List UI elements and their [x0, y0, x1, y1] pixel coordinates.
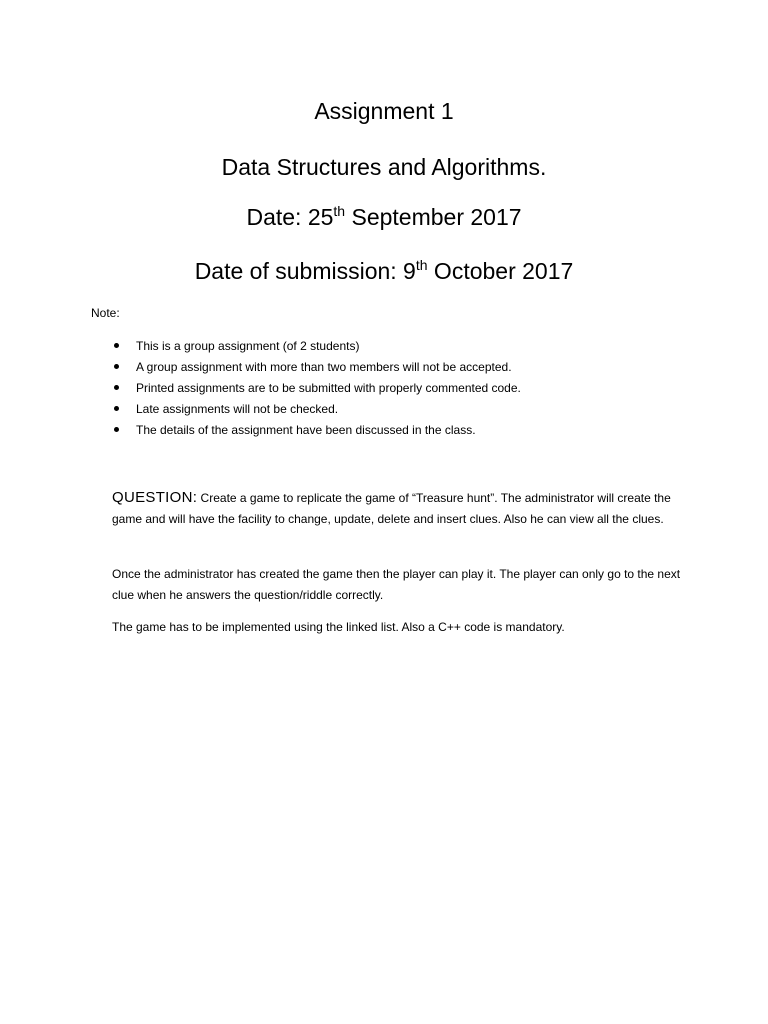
list-item-text: A group assignment with more than two members will not be accepted. [136, 360, 512, 374]
implementation-paragraph: The game has to be implemented using the linked list. Also a C++ code is mandatory. [112, 620, 565, 634]
date-ordinal-suffix: th [333, 203, 346, 219]
list-item [112, 338, 521, 359]
bullet-icon [114, 343, 119, 348]
note-label: Note: [91, 306, 120, 320]
bullet-icon [114, 385, 119, 390]
assignment-date [0, 203, 768, 234]
submission-suffix: October 2017 [427, 258, 574, 284]
question-paragraph [112, 487, 702, 530]
list-item-text: Printed assignments are to be submitted with properly commented code. [136, 381, 521, 395]
submission-date [0, 257, 768, 288]
assignment-title [0, 97, 768, 125]
assignment-title-text: Assignment 1 [314, 98, 454, 124]
list-item-text: Late assignments will not be checked. [136, 402, 339, 416]
submission-ordinal-suffix: th [415, 257, 428, 273]
list-item [112, 359, 521, 380]
submission-prefix: Date of submission: 9 [194, 258, 416, 284]
course-title [0, 153, 768, 181]
date-suffix: September 2017 [345, 204, 522, 230]
list-item [112, 422, 521, 443]
gameplay-paragraph: Once the administrator has created the game then the player can play it. The player can only go to the next clue when he answers the question/riddle correctly. [112, 567, 681, 602]
date-prefix: Date: 25 [246, 204, 334, 230]
list-item [112, 380, 521, 401]
bullet-icon [114, 364, 119, 369]
bullet-icon [114, 406, 119, 411]
note-list [112, 338, 521, 443]
list-item-text: This is a group assignment (of 2 students) [136, 339, 360, 353]
list-item-text: The details of the assignment have been discussed in the class. [136, 423, 476, 437]
list-item [112, 401, 521, 422]
question-text: Create a game to replicate the game of “Treasure hunt”. The administrator will create the game and will have the facility to change, update, delete and insert clues. Also he can view all the clues. [112, 491, 671, 526]
bullet-icon [114, 427, 119, 432]
course-title-text: Data Structures and Algorithms. [221, 154, 547, 180]
question-label: QUESTION: [112, 489, 198, 506]
